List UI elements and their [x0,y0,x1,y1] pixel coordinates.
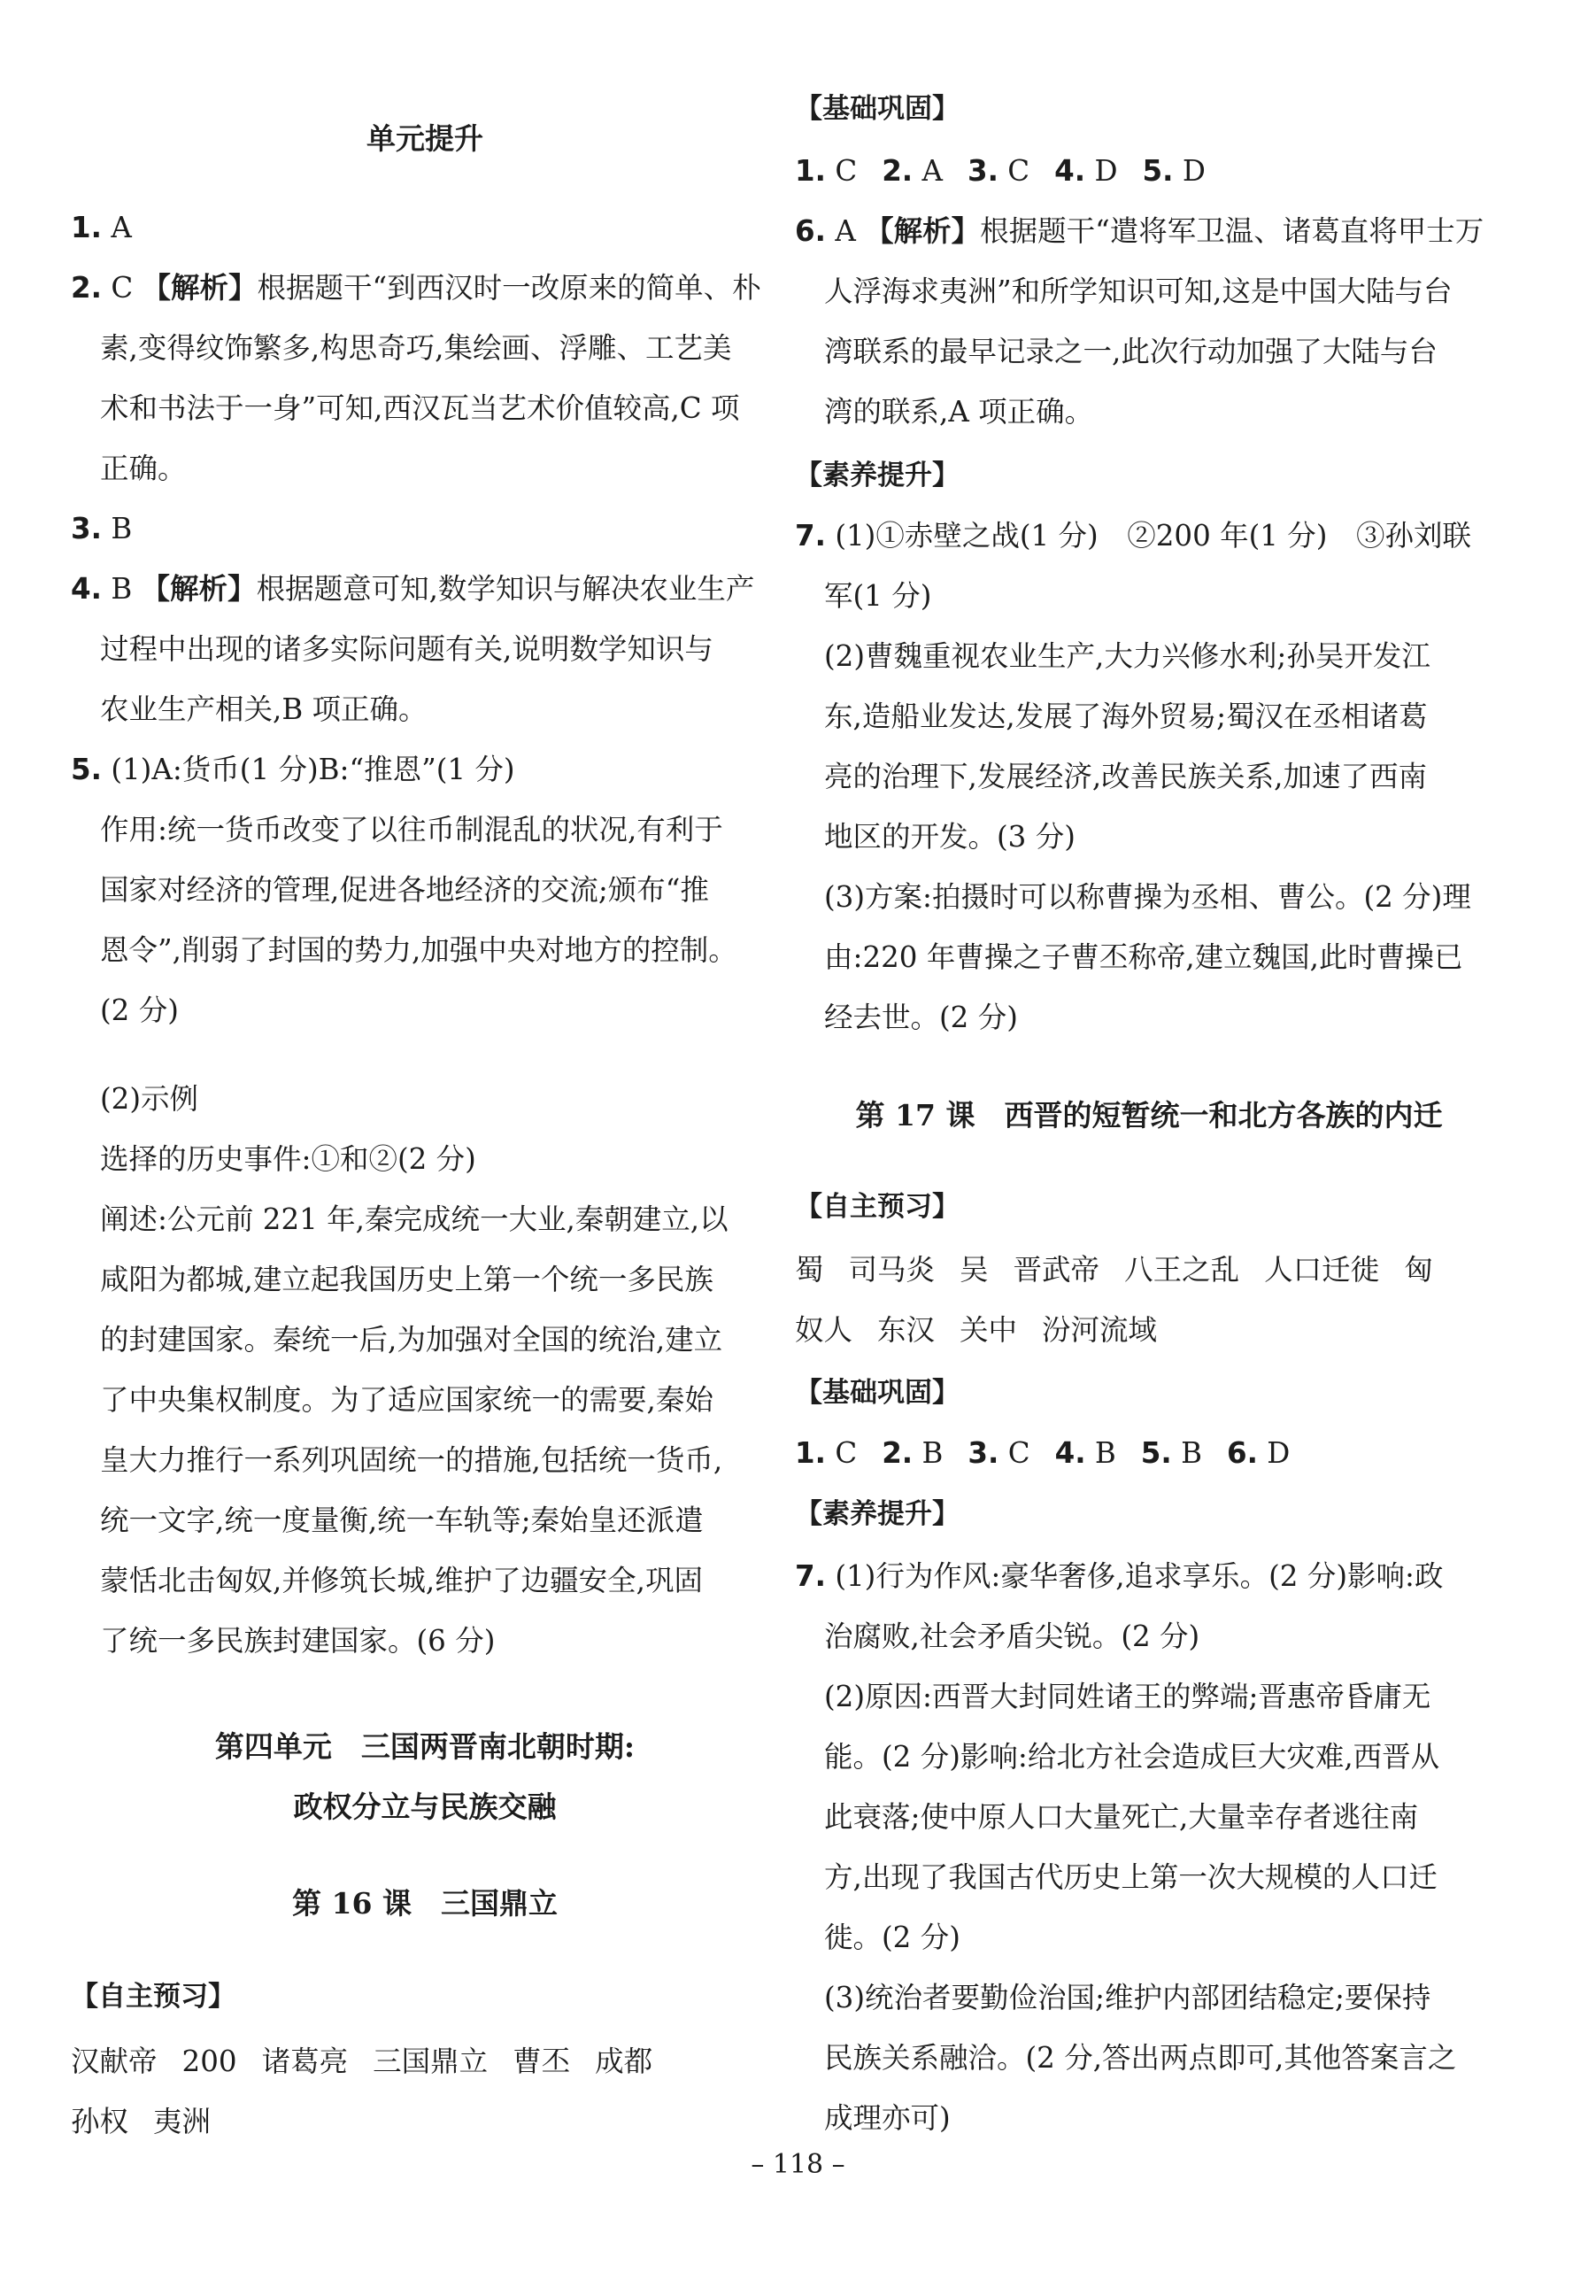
text-line: 蒙恬北击匈奴,并修筑长城,维护了边疆安全,巩固 [100,1564,703,1597]
text-line: 徙。(2 分) [824,1921,960,1954]
text-line: (2)曹魏重视农业生产,大力兴修水利;孙吴开发江 [824,639,1430,673]
answer-6 [795,213,1484,249]
preview-term: 蜀 [795,1253,824,1287]
question-number: 2. [882,1436,914,1470]
preview-term: 关中 [960,1313,1018,1347]
lesson-16-title: 第 16 课 三国鼎立 [292,1886,558,1921]
unit-4-title: 第四单元 三国两晋南北朝时期: [214,1729,636,1764]
text-line: 了中央集权制度。为了适应国家统一的需要,秦始 [100,1383,713,1417]
text-line: 阐述:公元前 221 年,秦完成统一大业,秦朝建立,以 [100,1202,729,1236]
answer-1 [71,210,132,245]
text-line: 东,造船业发达,发展了海外贸易;蜀汉在丞相诸葛 [824,700,1428,733]
question-number: 3. [71,512,102,545]
preview-term: 孙权 [71,2105,129,2138]
question-number: 5. [1140,1436,1172,1470]
text-line: 正确。 [100,452,187,485]
question-number: 1. [795,1436,826,1470]
text-line: 素,变得纹饰繁多,构思奇巧,集绘画、浮雕、工艺美 [100,331,732,365]
answer-5 [71,752,515,787]
text-line: 湾联系的最早记录之一,此次行动加强了大陆与台 [824,335,1438,368]
basic-answers-line [795,1435,1290,1471]
preview-term: 晋武帝 [1013,1253,1100,1287]
unit-review-heading: 单元提升 [366,121,483,156]
text-line: (1)行为作风:豪华奢侈,追求享乐。(2 分)影响:政 [835,1559,1444,1593]
text-line: 统一文字,统一度量衡,统一车轨等;秦始皇还派遣 [100,1504,704,1537]
question-number: 7. [795,519,826,553]
text-line: 地区的开发。(3 分) [824,820,1076,854]
answer-2 [71,270,761,305]
preview-terms-line-2 [795,1312,1157,1348]
text-line: 根据题意可知,数学知识与解决农业生产 [256,572,755,606]
answer-choice: B [111,572,133,606]
answer-choice: C [1007,1436,1030,1470]
text-line: 军(1 分) [824,579,932,613]
text-line: 能。(2 分)影响:给北方社会造成巨大灾难,西晋从 [824,1740,1440,1774]
preview-term: 汉献帝 [71,2045,158,2078]
analysis-tag: 【解析】 [865,214,981,248]
preview-term: 东汉 [877,1313,936,1347]
answer-choice: D [1267,1436,1291,1470]
text-line: 过程中出现的诸多实际问题有关,说明数学知识与 [100,632,713,666]
answer-7-lesson-17 [795,1558,1443,1594]
preview-terms-line-1 [71,2044,652,2079]
text-line: 方,出现了我国古代历史上第一次大规模的人口迁 [824,1860,1438,1894]
preview-term: 匈 [1404,1253,1433,1287]
question-number: 1. [795,154,826,188]
answer-choice: B [111,512,133,545]
preview-term: 成都 [595,2045,653,2078]
self-preview-label: 【自主预习】 [71,1981,235,2013]
answer-choice: C [111,271,134,305]
text-line: 术和书法于一身”可知,西汉瓦当艺术价值较高,C 项 [100,391,740,425]
text-line: 亮的治理下,发展经济,改善民族关系,加速了西南 [824,760,1427,793]
page-number: – 118 – [751,2149,845,2180]
preview-term: 汾河流域 [1042,1313,1158,1347]
preview-term: 三国鼎立 [373,2045,489,2078]
answer-choice: B [1094,1436,1116,1470]
basic-consolidation-label: 【基础巩固】 [795,1377,960,1409]
text-line: (1)①赤壁之战(1 分) ②200 年(1 分) ③孙刘联 [835,519,1471,553]
preview-term: 司马炎 [848,1253,936,1287]
self-preview-label: 【自主预习】 [795,1191,960,1223]
answer-7 [795,518,1471,553]
text-line: (3)统治者要勤俭治国;维护内部团结稳定;要保持 [824,1981,1431,2014]
question-number: 4. [1054,1436,1086,1470]
answer-choice: B [1181,1436,1202,1470]
literacy-improvement-label: 【素养提升】 [795,1498,960,1530]
preview-terms-line-1 [795,1252,1433,1287]
text-line: 的封建国家。秦统一后,为加强对全国的统治,建立 [100,1323,723,1357]
text-line: 由:220 年曹操之子曹丕称帝,建立魏国,此时曹操已 [824,940,1463,974]
text-line: 湾的联系,A 项正确。 [824,395,1094,429]
question-number: 1. [71,211,102,244]
answer-choice: D [1094,154,1118,188]
analysis-tag: 【解析】 [141,572,257,606]
text-line: (2)原因:西晋大封同姓诸王的弊端;晋惠帝昏庸无 [824,1680,1431,1713]
text-line: (2 分) [100,993,179,1027]
preview-term: 奴人 [795,1313,853,1347]
preview-term: 夷洲 [153,2105,212,2138]
text-line: (2)示例 [100,1082,199,1116]
preview-term: 200 [181,2045,237,2078]
question-number: 7. [795,1559,826,1593]
question-number: 2. [882,154,914,188]
basic-answers-line [795,153,1206,189]
text-line: 此衰落;使中原人口大量死亡,大量幸存者逃往南 [824,1800,1419,1834]
answer-choice: A [921,154,943,188]
text-line: 作用:统一货币改变了以往币制混乱的状况,有利于 [100,813,723,847]
lesson-17-title: 第 17 课 西晋的短暂统一和北方各族的内迁 [855,1098,1443,1133]
text-line: 国家对经济的管理,促进各地经济的交流;颁布“推 [100,873,709,907]
question-number: 4. [71,572,102,606]
text-line: 人浮海求夷洲”和所学知识可知,这是中国大陆与台 [824,274,1453,308]
question-number: 2. [71,271,102,305]
answer-choice: A [111,211,132,244]
question-number: 3. [968,1436,999,1470]
text-line: 根据题干“遣将军卫温、诸葛直将甲士万 [980,214,1484,248]
preview-term: 吴 [960,1253,989,1287]
text-line: 民族关系融洽。(2 分,答出两点即可,其他答案言之 [824,2041,1457,2075]
text-line: 了统一多民族封建国家。(6 分) [100,1624,496,1658]
text-line: 成理亦可) [824,2101,951,2135]
answer-choice: C [1007,154,1030,188]
text-line: 根据题干“到西汉时一改原来的简单、朴 [257,271,761,305]
answer-choice: C [835,154,858,188]
text-line: 经去世。(2 分) [824,1001,1018,1034]
question-number: 3. [967,154,998,188]
preview-term: 曹丕 [513,2045,571,2078]
question-number: 5. [1142,154,1174,188]
text-line: 农业生产相关,B 项正确。 [100,692,428,726]
question-number: 6. [795,214,826,248]
preview-term: 八王之乱 [1124,1253,1240,1287]
literacy-improvement-label: 【素养提升】 [795,460,960,491]
basic-consolidation-label: 【基础巩固】 [795,93,960,125]
text-line: 治腐败,社会矛盾尖锐。(2 分) [824,1620,1200,1653]
text-line: 恩令”,削弱了封国的势力,加强中央对地方的控制。 [100,933,737,967]
answer-choice: C [835,1436,858,1470]
question-number: 5. [71,753,102,786]
preview-term: 诸葛亮 [261,2045,349,2078]
answer-3 [71,511,132,546]
answer-choice: A [835,214,856,248]
text-line: (3)方案:拍摄时可以称曹操为丞相、曹公。(2 分)理 [824,880,1471,914]
text-line: (1)A:货币(1 分)B:“推恩”(1 分) [111,753,515,786]
question-number: 4. [1054,154,1086,188]
text-line: 咸阳为都城,建立起我国历史上第一个统一多民族 [100,1263,713,1296]
text-line: 皇大力推行一系列巩固统一的措施,包括统一货币, [100,1443,723,1477]
analysis-tag: 【解析】 [142,271,258,305]
answer-4 [71,571,754,607]
text-line: 选择的历史事件:①和②(2 分) [100,1142,476,1176]
preview-term: 人口迁徙 [1264,1253,1380,1287]
answer-choice: D [1182,154,1206,188]
question-number: 6. [1226,1436,1258,1470]
unit-4-subtitle: 政权分立与民族交融 [293,1790,557,1824]
answer-choice: B [921,1436,944,1470]
preview-terms-line-2 [71,2104,211,2139]
